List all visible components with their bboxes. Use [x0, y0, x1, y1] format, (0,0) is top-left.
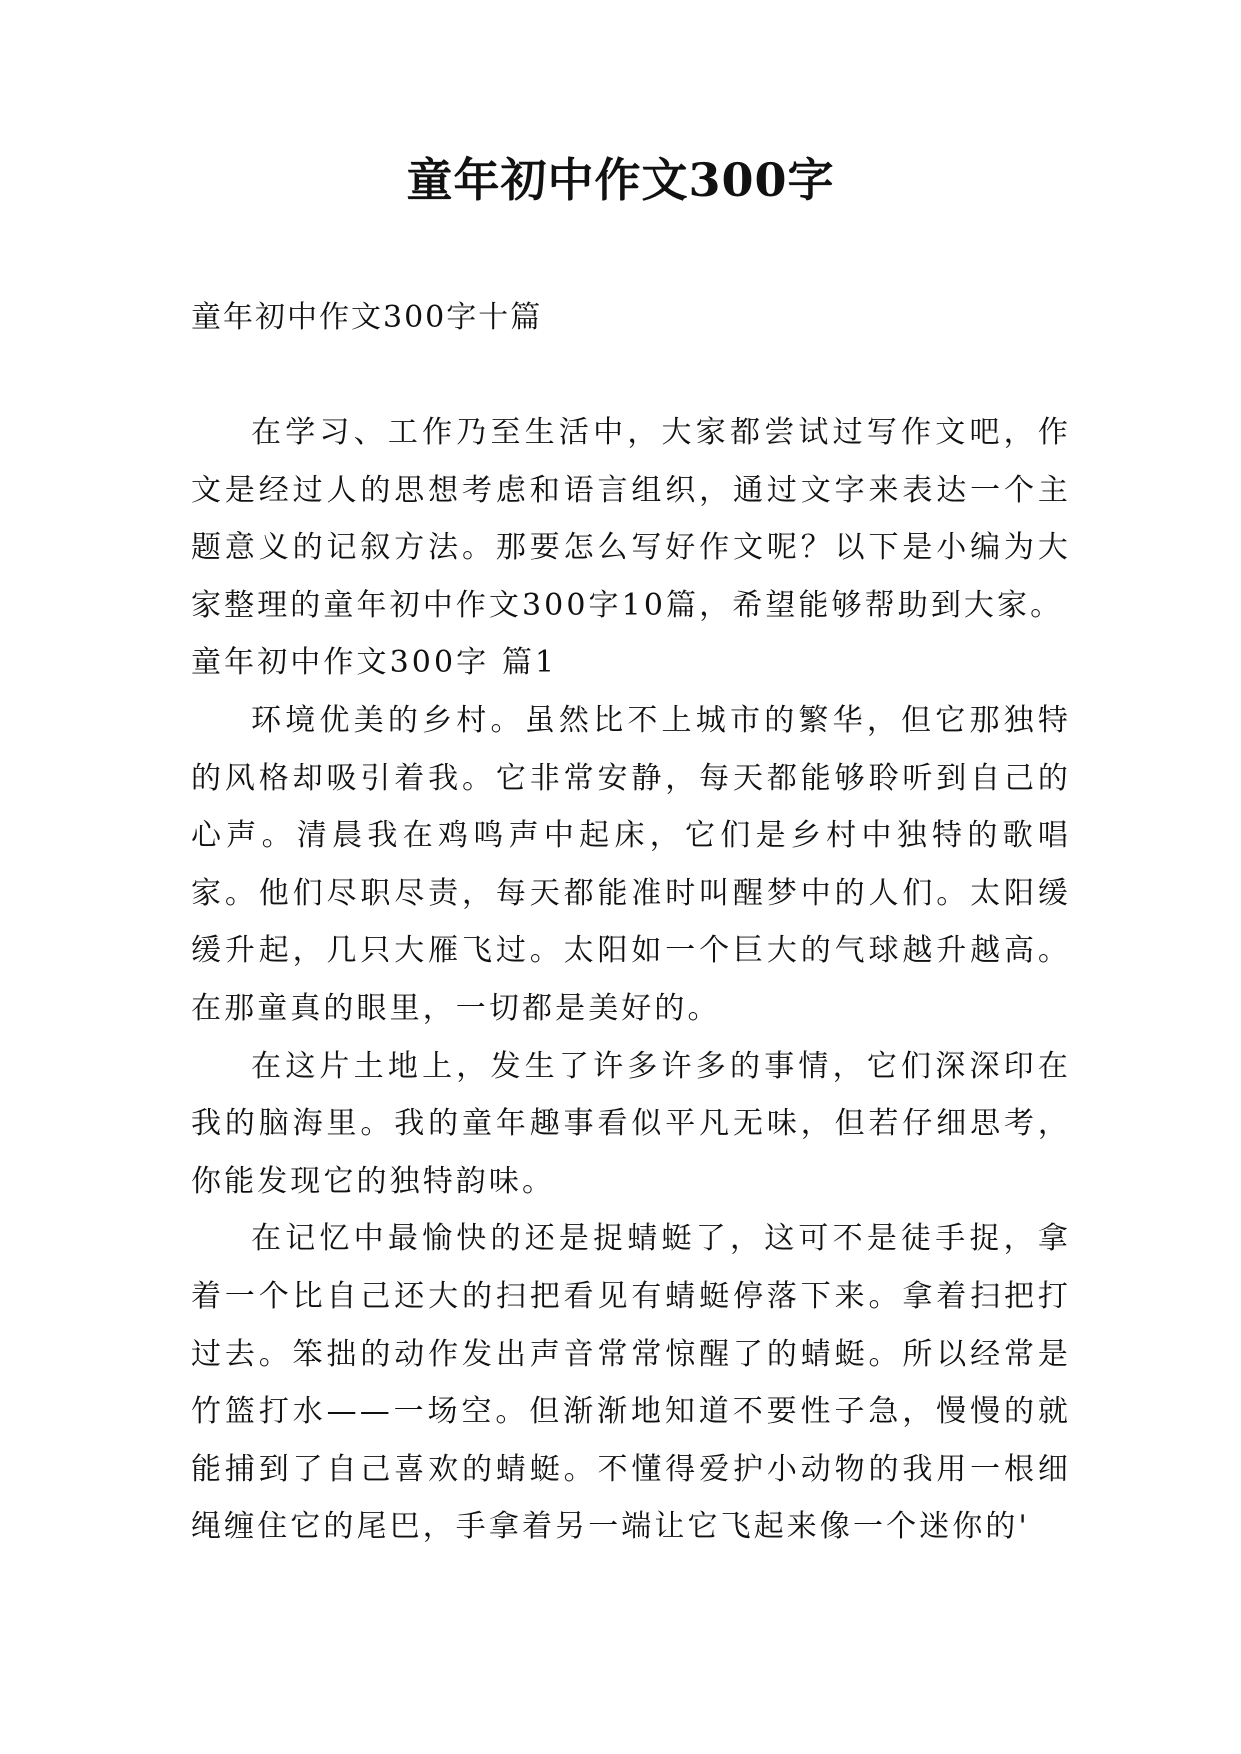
- body-paragraph: 在记忆中最愉快的还是捉蜻蜓了，这可不是徒手捉，拿着一个比自己还大的扫把看见有蜻蜓停落下来。拿着扫把打过去。笨拙的动作发出声音常常惊醒了的蜻蜓。所以经常是竹篮打水——一场空。但渐渐地知道不要性子急，慢慢的就能捕到了自己喜欢的蜻蜓。不懂得爱护小动物的我用一根细绳缠住它的尾巴，手拿着另一端让它飞起来像一个迷你的': [191, 1221, 1071, 1545]
- section-heading: 童年初中作文300字 篇1: [191, 645, 558, 681]
- body-paragraph: 环境优美的乡村。虽然比不上城市的繁华，但它那独特的风格却吸引着我。它非常安静，每天都能够聆听到自己的心声。清晨我在鸡鸣声中起床，它们是乡村中独特的歌唱家。他们尽职尽责，每天都能准时叫醒梦中的人们。太阳缓缓升起，几只大雁飞过。太阳如一个巨大的气球越升越高。在那童真的眼里，一切都是美好的。: [191, 702, 1071, 1026]
- document-body: [191, 404, 1071, 1556]
- body-paragraph: 在这片土地上，发生了许多许多的事情，它们深深印在我的脑海里。我的童年趣事看似平凡无味，但若仔细思考，你能发现它的独特韵味。: [191, 1048, 1071, 1199]
- document-subtitle: 童年初中作文300字十篇: [191, 300, 543, 335]
- intro-paragraph: 在学习、工作乃至生活中，大家都尝试过写作文吧，作文是经过人的思想考虑和语言组织，通过文字来表达一个主题意义的记叙方法。那要怎么写好作文呢？以下是小编为大家整理的童年初中作文300字10篇，希望能够帮助到大家。: [191, 415, 1071, 623]
- document-title: 童年初中作文300字: [406, 153, 835, 207]
